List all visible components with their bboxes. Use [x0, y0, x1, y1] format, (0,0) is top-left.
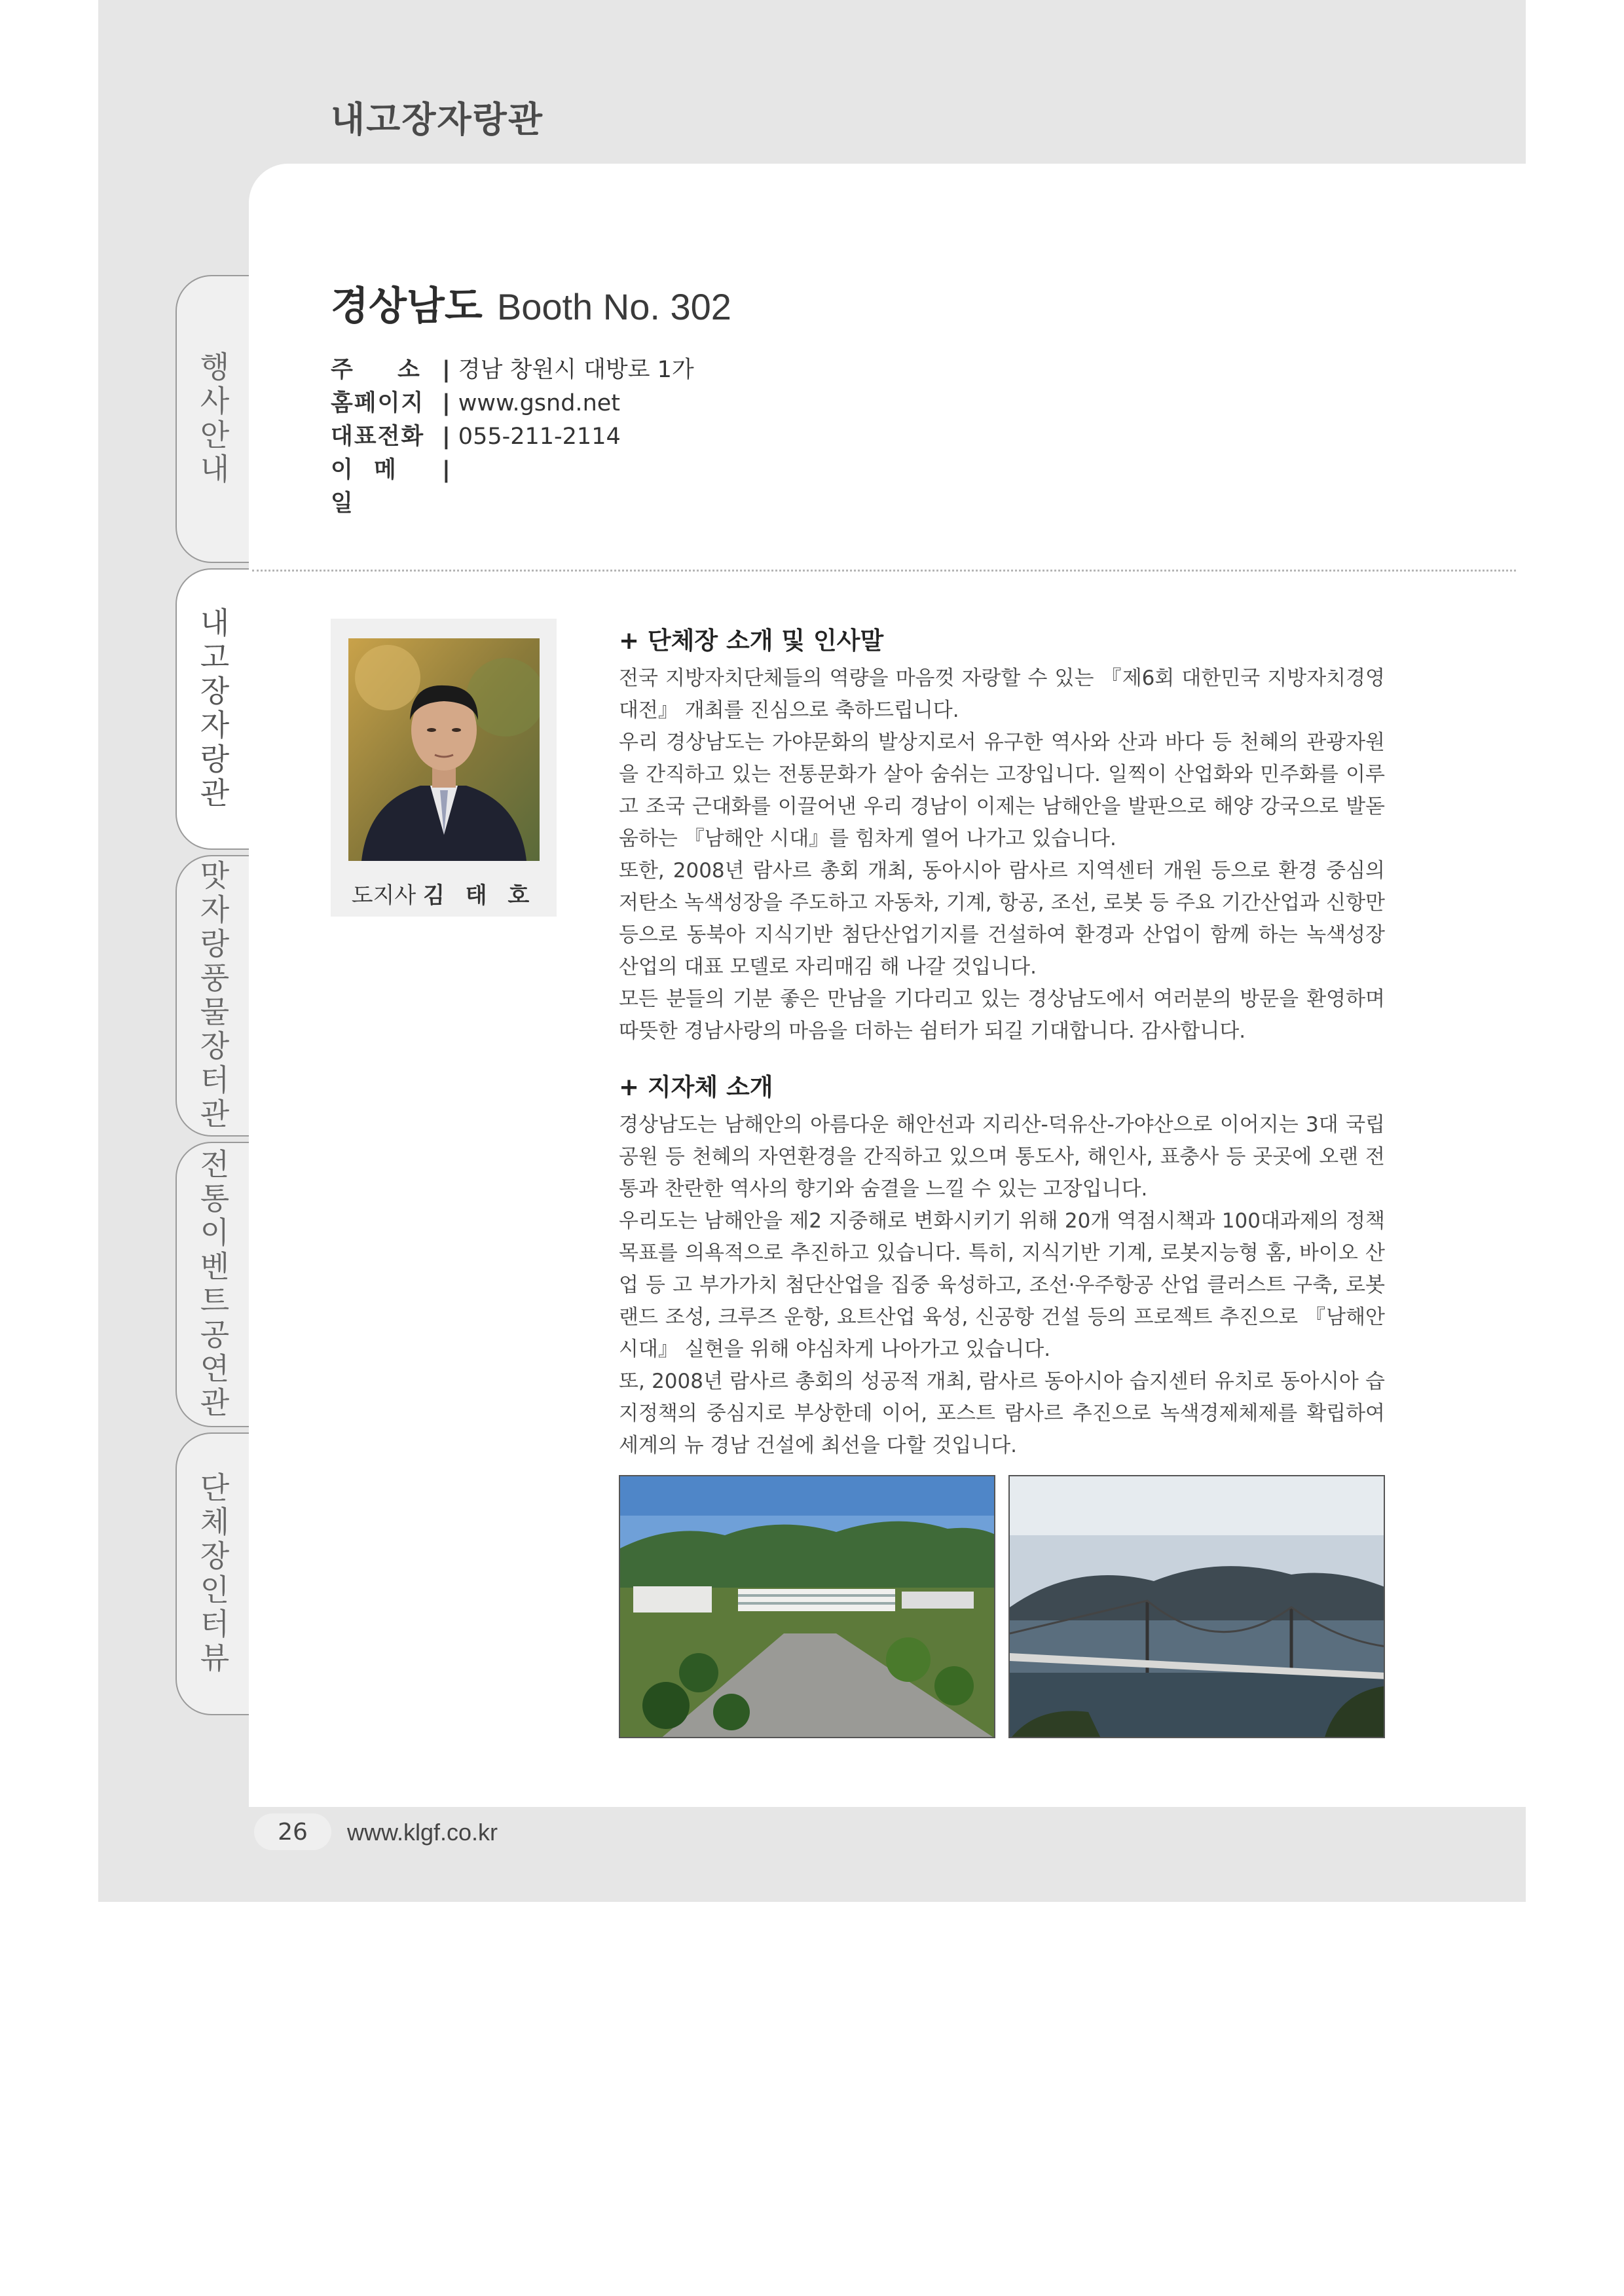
info-value: 055-211-2114 [458, 424, 621, 450]
region-paragraph: 또, 2008년 람사르 총회의 성공적 개최, 람사르 동아시아 습지센터 유치로 동아시아 습지정책의 중심지로 부상한데 이어, 포스트 람사르 추진으로 녹색경제체제를 확립하여 세계의 뉴 경남 건설에 최선을 다할 것입니다. [619, 1370, 1385, 1457]
info-separator: | [442, 424, 451, 450]
tab-traditional-events[interactable] [175, 1142, 249, 1427]
tab-label: 행사안내 [195, 351, 231, 487]
tab-leader-interview[interactable] [175, 1432, 249, 1715]
portrait-frame [331, 619, 557, 917]
portrait-caption [331, 877, 557, 909]
contact-info [331, 354, 694, 520]
info-label: 주 소 [331, 357, 438, 383]
booth-title [331, 275, 731, 331]
region-body [619, 1109, 1385, 1462]
intro-paragraph: 또한, 2008년 람사르 총회 개최, 동아시아 람사르 지역센터 개원 등으로 환경 중심의 저탄소 녹색성장을 주도하고 자동차, 기계, 항공, 조선, 로봇 등 주요 기간산업과 신항만 등으로 동북아 지식기반 첨단산업기지를 건설하여 환경과 산업이 함께 하는 녹색성장 산업의 대표 모델로 자리매김 해 나갈 것입니다. [619, 859, 1385, 979]
intro-paragraph: 모든 분들의 기분 좋은 만남을 기다리고 있는 경상남도에서 여러분의 방문을 환영하며 따뜻한 경남사랑의 마음을 더하는 쉼터가 되길 기대합니다. 감사합니다. [619, 987, 1385, 1043]
booth-number: Booth No. 302 [496, 286, 731, 327]
intro-body [619, 663, 1385, 1048]
info-label: 홈페이지 [331, 390, 425, 416]
intro-paragraph: 우리 경상남도는 가야문화의 발상지로서 유구한 역사와 산과 바다 등 천혜의 관광자원을 간직하고 있는 전통문화가 살아 숨쉬는 고장입니다. 일찍이 산업화와 민주화를 이루고 조국 근대화를 이끌어낸 우리 경남이 이제는 남해안을 발판으로 해양 강국으로 발돋움하는 『남해안 시대』를 힘차게 열어 나가고 있습니다. [619, 731, 1385, 850]
info-row-phone [331, 420, 694, 454]
region-paragraph: 경상남도는 남해안의 아름다운 해안선과 지리산-덕유산-가야산으로 이어지는 3대 국립공원 등 천혜의 자연환경을 간직하고 있으며 통도사, 해인사, 표충사 등 곳곳에 오랜 전통과 찬란한 역사의 향기와 숨결을 느낄 수 있는 고장입니다. [619, 1113, 1385, 1201]
info-row-email [331, 454, 694, 520]
tab-event-guide[interactable] [175, 275, 249, 563]
section-header-title: 내고장자랑관 [331, 99, 544, 140]
tab-label: 단체장인터뷰 [195, 1472, 231, 1676]
footer-url[interactable]: www.klgf.co.kr [347, 1819, 498, 1846]
provincial-office-photo [619, 1475, 995, 1738]
tab-hometown-pride[interactable] [175, 568, 249, 850]
info-separator: | [442, 390, 451, 416]
tab-label: 맛자랑풍물장터관 [195, 860, 231, 1132]
region-name: 경상남도 [331, 283, 483, 329]
suspension-bridge-photo [1008, 1475, 1385, 1738]
intro-heading: + 단체장 소개 및 인사말 [619, 627, 884, 655]
tab-label: 전통이벤트공연관 [195, 1148, 231, 1421]
info-separator: | [442, 457, 451, 483]
tab-food-market[interactable] [175, 855, 249, 1137]
info-row-homepage [331, 387, 694, 420]
region-heading: + 지자체 소개 [619, 1073, 773, 1101]
portrait-name: 김 태 호 [423, 883, 536, 909]
region-paragraph: 우리도는 남해안을 제2 지중해로 변화시키기 위해 20개 역점시책과 100대과제의 정책 목표를 의욕적으로 추진하고 있습니다. 특히, 지식기반 기계, 로봇지능형 홈, 바이오 산업 등 고 부가가치 첨단산업을 집중 육성하고, 조선·우주항공 산업 클러스트 구축, 로봇랜드 조성, 크루즈 운항, 요트산업 육성, 신공항 건설 등의 프로젝트 추진으로 『남해안 시대』 실현을 위해 야심차게 나아가고 있습니다. [619, 1209, 1385, 1361]
page-number: 26 [254, 1813, 331, 1850]
portrait-title: 도지사 [351, 883, 416, 909]
info-label: 대표전화 [331, 424, 425, 450]
homepage-link[interactable]: www.gsnd.net [458, 390, 621, 416]
governor-portrait [348, 638, 540, 861]
info-separator: | [442, 357, 451, 383]
dotted-divider [252, 570, 1516, 572]
intro-paragraph: 전국 지방자치단체들의 역량을 마음껏 자랑할 수 있는 『제6회 대한민국 지방자치경영대전』 개최를 진심으로 축하드립니다. [619, 666, 1385, 722]
info-label: 이 메 일 [331, 457, 403, 517]
info-row-address [331, 354, 694, 387]
info-value: 경남 창원시 대방로 1가 [458, 357, 694, 383]
tab-label: 내고장자랑관 [195, 607, 231, 811]
